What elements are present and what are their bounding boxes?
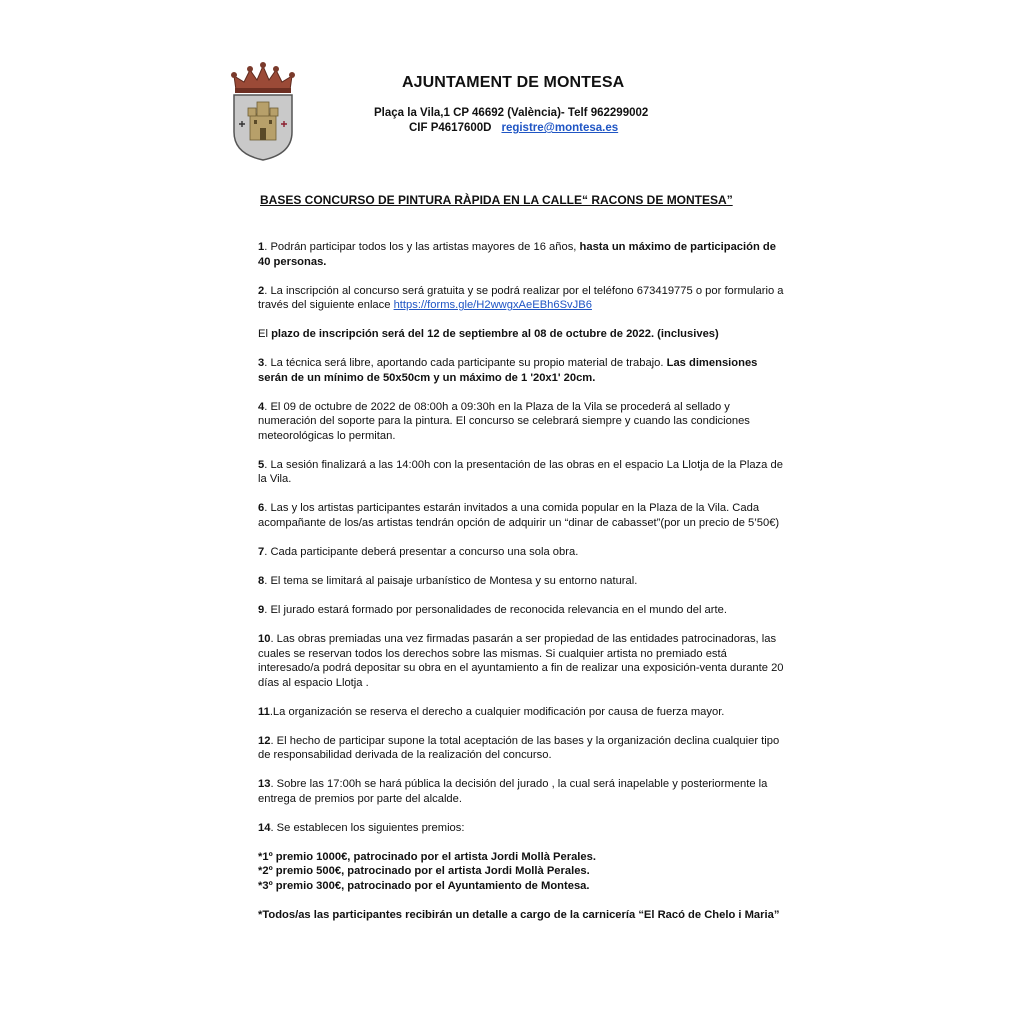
rule-item-14: 14. Se establecen los siguientes premios:: [258, 821, 465, 834]
coat-of-arms-logo: [230, 62, 296, 162]
rule-item-7: 7. Cada participante deberá presentar a concurso una sola obra.: [258, 546, 579, 559]
rule-item-10: 10. Las obras premiadas una vez firmadas pasarán a ser propiedad de las entidades patrocinadoras, las cuales se reservan todos los derechos sobre las mismas. Si cualquier artista no premiado está interesado/a podrá depositar su obra en el ayuntamiento a fin de realizar una exposición-venta durante 20 días al espacio Llotja .: [258, 633, 784, 689]
document-title: BASES CONCURSO DE PINTURA RÀPIDA EN LA CALLE“ RACONS DE MONTESA”: [260, 193, 733, 207]
prize-third: *3º premio 300€, patrocinado por el Ayuntamiento de Montesa.: [258, 880, 590, 893]
rule-item-12: 12. El hecho de participar supone la total aceptación de las bases y la organización declina cualquier tipo de responsabilidad derivada de la realización del concurso.: [258, 734, 780, 762]
rule-item-5: 5. La sesión finalizará a las 14:00h con la presentación de las obras en el espacio La Llotja de la Plaza de la Vila.: [258, 458, 783, 486]
rule-item-9: 9. El jurado estará formado por personalidades de reconocida relevancia en el mundo del arte.: [258, 604, 727, 617]
rule-item-11: 11.La organización se reserva el derecho a cualquier modificación por causa de fuerza mayor.: [258, 705, 725, 718]
rule-item-13: 13. Sobre las 17:00h se hará pública la decisión del jurado , la cual será inapelable y posteriormente la entrega de premios por parte del alcalde.: [258, 778, 768, 805]
email-link[interactable]: registre@montesa.es: [501, 122, 619, 134]
organization-name: AJUNTAMENT DE MONTESA: [402, 74, 625, 91]
registration-form-link[interactable]: https://forms.gle/H2wwgxAeEBh6SvJB6: [393, 299, 592, 312]
registration-deadline: El plazo de inscripción será del 12 de septiembre al 08 de octubre de 2022. (inclusives): [258, 328, 719, 341]
prize-first: *1º premio 1000€, patrocinado por el artista Jordi Mollà Perales.: [258, 850, 596, 863]
crown-icon: [231, 62, 295, 93]
rule-item-2: 2. La inscripción al concurso será gratuita y se podrá realizar por el teléfono 673419775 o por formulario a través del siguiente enlace https://forms.gle/H2wwgxAeEBh6SvJB6: [258, 284, 784, 312]
footer-note: *Todos/as las participantes recibirán un detalle a cargo de la carnicería “El Racó de Chelo i Maria”: [258, 909, 780, 922]
rule-item-6: 6. Las y los artistas participantes estarán invitados a una comida popular en la Plaza de la Vila. Cada acompañante de los/as artistas tendrán opción de adquirir un “dinar de cabasset”(por un precio de 5’50€): [258, 502, 780, 530]
rule-item-8: 8. El tema se limitará al paisaje urbanístico de Montesa y su entorno natural.: [258, 575, 638, 588]
rule-item-1: 1. Podrán participar todos los y las artistas mayores de 16 años, hasta un máximo de participación de 40 personas.: [258, 241, 776, 268]
rule-item-4: 4. El 09 de octubre de 2022 de 08:00h a 09:30h en la Plaza de la Vila se procederá al sellado y numeración del soporte para la pintura. El concurso se celebrará siempre y cuando las condiciones meteorológicas lo permitan.: [258, 400, 750, 442]
rules-body: [258, 240, 788, 937]
cif-line: [409, 122, 618, 134]
organization-address: Plaça la Vila,1 CP 46692 (València)- Telf 962299002: [374, 107, 649, 119]
rule-item-3: 3. La técnica será libre, aportando cada participante su propio material de trabajo. Las dimensiones serán de un mínimo de 50x50cm y un máximo de 1 '20x1' 20cm.: [258, 357, 758, 384]
prizes-list: [258, 850, 788, 894]
prize-second: *2º premio 500€, patrocinado por el artista Jordi Mollà Perales.: [258, 865, 590, 878]
shield-icon: [234, 95, 292, 160]
cif-number: CIF P4617600D: [409, 122, 492, 134]
